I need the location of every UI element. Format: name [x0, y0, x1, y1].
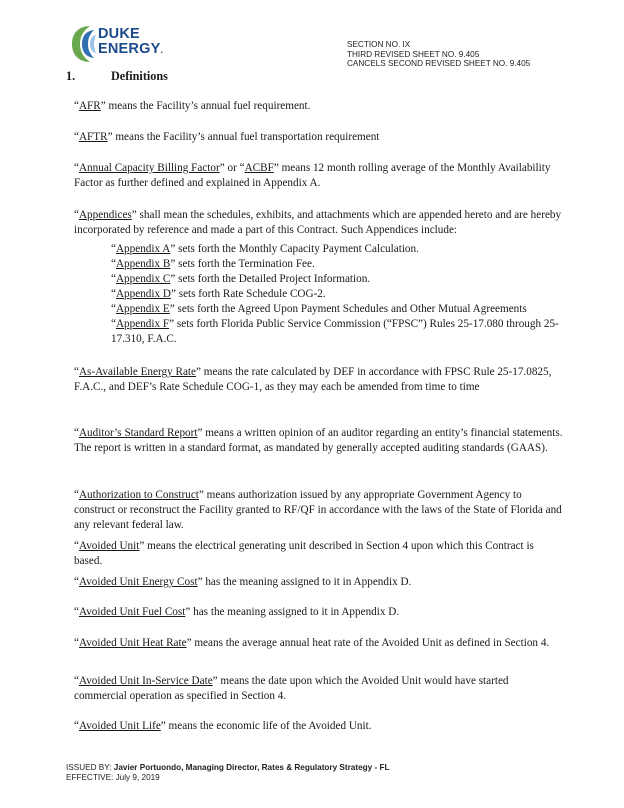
sheet-header	[347, 40, 530, 69]
definition-auditor-report: “Auditor’s Standard Report” means a written opinion of an auditor regarding an entity’s financial statements. The report is written in a standard format, as mandated by generally accepted auditing standards (GAAS).	[74, 427, 563, 454]
definition-appendices: “Appendices” shall mean the schedules, exhibits, and attachments which are appended hereto and are hereby incorporated by reference and made a part of this Contract. Such Appendices include:	[74, 209, 562, 236]
definition-aftr: “AFTR” means the Facility’s annual fuel transportation requirement	[74, 131, 380, 143]
list-item: “Appendix F” sets forth Florida Public Service Commission (“FPSC”) Rules 25-17.080 through 25-17.310, F.A.C.	[111, 318, 559, 345]
term: AFR	[78, 100, 101, 112]
appendix-list	[111, 242, 563, 347]
definition-as-available: “As-Available Energy Rate” means the rate calculated by DEF in accordance with FPSC Rule 25-17.0825, F.A.C., and DEF’s Rate Schedule COG-1, as they may each be amended from time to time	[74, 366, 552, 393]
definition-afr: “AFR” means the Facility’s annual fuel requirement.	[74, 100, 311, 112]
sheet-cancels: CANCELS SECOND REVISED SHEET NO. 9.405	[347, 59, 531, 69]
brand-wordmark	[98, 27, 163, 58]
term: AFTR	[78, 131, 108, 143]
definition-acbf: “Annual Capacity Billing Factor” or “ACBF” means 12 month rolling average of the Monthly Availability Factor as further defined and explained in Appendix A.	[74, 162, 551, 189]
list-item: “Appendix E” sets forth the Agreed Upon Payment Schedules and Other Mutual Agreements	[111, 303, 527, 315]
section-heading	[66, 69, 168, 84]
definition-heat-rate: “Avoided Unit Heat Rate” means the average annual heat rate of the Avoided Unit as defined in Section 4.	[74, 637, 550, 649]
list-item: “Appendix B” sets forth the Termination Fee.	[111, 258, 315, 270]
definition-fuel-cost: “Avoided Unit Fuel Cost” has the meaning assigned to it in Appendix D.	[74, 606, 400, 618]
list-item: “Appendix C” sets forth the Detailed Project Information.	[111, 273, 371, 285]
list-item: “Appendix D” sets forth Rate Schedule COG-2.	[111, 288, 326, 300]
definition-authorization: “Authorization to Construct” means authorization issued by any appropriate Government Agency to construct or reconstruct the Facility granted to RF/QF in accordance with the laws of the State of Florida and any relevant federal law.	[74, 489, 562, 531]
definition-in-service-date: “Avoided Unit In-Service Date” means the date upon which the Avoided Unit would have started commercial operation as specified in Section 4.	[74, 675, 509, 702]
term: Annual Capacity Billing Factor	[78, 162, 220, 174]
page-footer	[66, 763, 389, 783]
list-item: “Appendix A” sets forth the Monthly Capacity Payment Calculation.	[111, 243, 419, 255]
brand-line1: DUKE	[98, 26, 140, 42]
sheet-section: SECTION NO. IX	[347, 40, 411, 49]
heading-number: 1.	[66, 69, 76, 83]
issued-by: ISSUED BY: Javier Portuondo, Managing Director, Rates & Regulatory Strategy - FL	[66, 763, 390, 772]
definition-unit-life: “Avoided Unit Life” means the economic life of the Avoided Unit.	[74, 720, 372, 732]
definition-energy-cost: “Avoided Unit Energy Cost” has the meaning assigned to it in Appendix D.	[74, 576, 412, 588]
brand-line2: ENERGY.	[98, 41, 164, 57]
sheet-revision: THIRD REVISED SHEET NO. 9.405	[347, 49, 480, 59]
effective-date: EFFECTIVE: July 9, 2019	[66, 773, 160, 782]
definition-avoided-unit: “Avoided Unit” means the electrical generating unit described in Section 4 upon which this Contract is based.	[74, 540, 534, 567]
term: ACBF	[244, 162, 274, 174]
heading-title: Definitions	[111, 69, 168, 83]
term: Appendices	[78, 209, 132, 221]
